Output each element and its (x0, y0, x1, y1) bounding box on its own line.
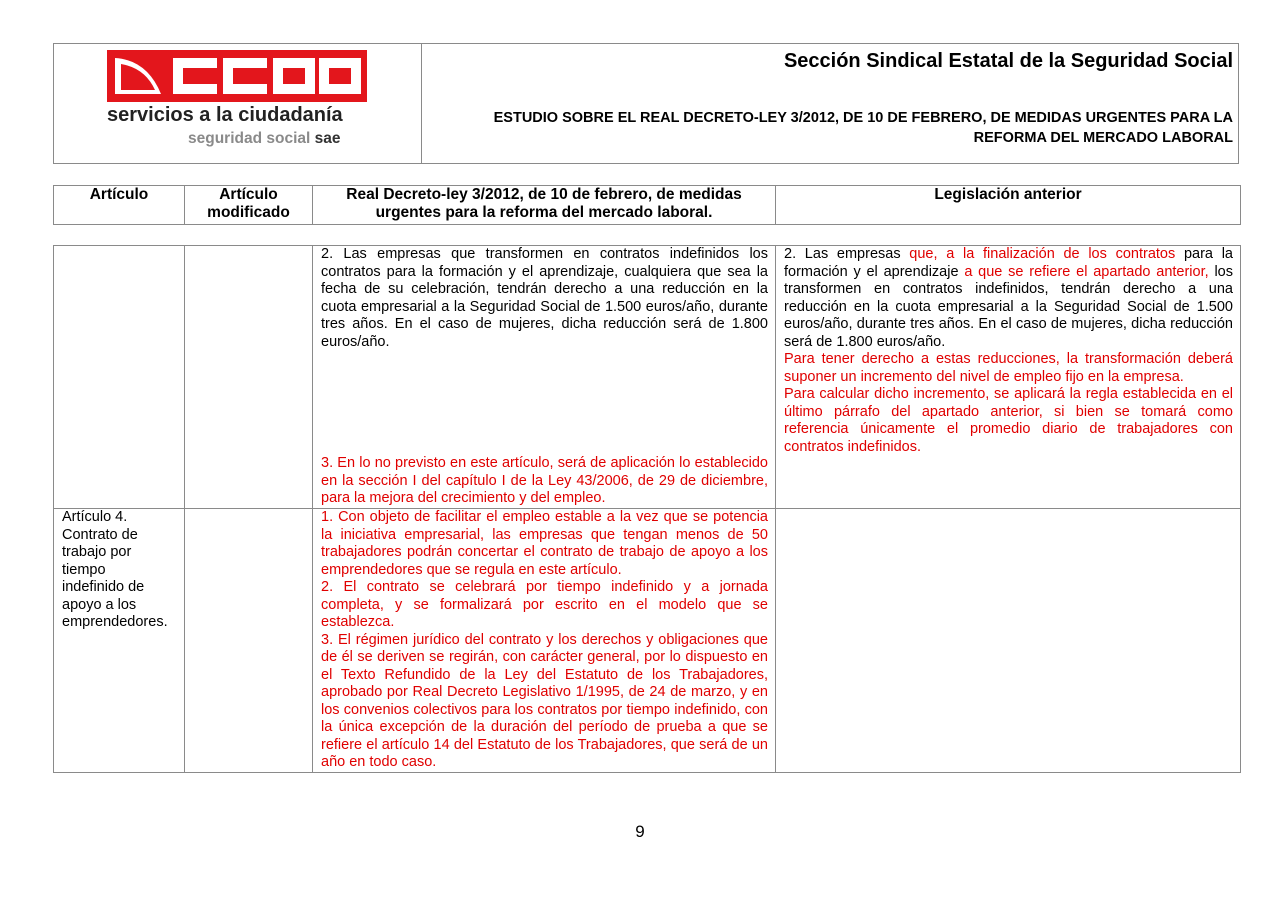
articulo-line: emprendedores. (62, 614, 168, 630)
articulo-line: Artículo 4. (62, 509, 128, 525)
articulo-line: tiempo (62, 561, 106, 578)
articulo-line: trabajo por (62, 544, 132, 560)
col-modificado-line1: Artículo (219, 186, 278, 203)
logo-subtagline-sae: sae (314, 130, 341, 147)
logo-tagline: servicios a la ciudadanía (107, 104, 343, 126)
anterior-paragraph (784, 246, 1233, 351)
column-header-table (53, 185, 1241, 225)
col-decreto-line1: Real Decreto-ley 3/2012, de 10 de febrero, de medidas (346, 186, 742, 203)
ccoo-logo-icon (107, 50, 367, 102)
anterior-text: para la formación y el aprendizaje (784, 246, 1233, 280)
document-subtitle-line1: ESTUDIO SOBRE EL REAL DECRETO-LEY 3/2012, DE 10 DE FEBRERO, DE MEDIDAS URGENTES PARA LA (493, 110, 1233, 126)
document-title: Sección Sindical Estatal de la Seguridad Social (783, 50, 1233, 72)
anterior-text-changed: a que se refiere el apartado anterior, (964, 263, 1209, 280)
logo-subtagline-text: seguridad social (188, 130, 315, 147)
decreto-paragraph-new: 1. Con objeto de facilitar el empleo estable a la vez que se potencia la iniciativa empresarial, las empresas que tengan menos de 50 trabajadores podrán concertar el contrato de trabajo de apoyo a los emprendedores que se regula en este artículo. (321, 509, 768, 578)
col-articulo-modificado (185, 186, 313, 225)
header-title-cell (422, 44, 1238, 163)
col-articulo: Artículo (54, 186, 185, 225)
table-row (54, 509, 1241, 773)
articulo-line: apoyo a los (62, 596, 137, 613)
cell-modificado (185, 246, 313, 509)
cell-decreto (313, 509, 776, 773)
cell-articulo (54, 246, 185, 509)
col-decreto-line2: urgentes para la reforma del mercado laboral. (375, 204, 713, 221)
comparison-table (53, 245, 1241, 773)
articulo-line: indefinido de (62, 579, 145, 595)
table-row (54, 246, 1241, 509)
decreto-paragraph: 2. Las empresas que transformen en contratos indefinidos los contratos para la formación y el aprendizaje, cualquiera que sea la fecha de su celebración, tendrán derecho a una reducción en la cuota empresarial a la Seguridad Social de 1.500 euros/año, durante tres años. En el caso de mujeres, dicha reducción será de 1.800 euros/año. (321, 246, 768, 350)
page-number: 9 (635, 822, 645, 841)
document-subtitle-line2: REFORMA DEL MERCADO LABORAL (973, 130, 1233, 146)
col-real-decreto (313, 186, 776, 225)
decreto-paragraph-new: 3. El régimen jurídico del contrato y los derechos y obligaciones que de él se deriven se regirán, con carácter general, por lo dispuesto en el Texto Refundido de la Ley del Estatuto de los Trabajadores, aprobado por Real Decreto Legislativo 1/1995, de 24 de marzo, y en los convenios colectivos para los contratos por tiempo indefinido, con la única excepción de la duración del período de prueba a que se refiere el artículo 14 del Estatuto de los Trabajadores, que será de un año en todo caso. (321, 631, 768, 770)
document-subtitle (433, 108, 1233, 148)
col-modificado-line2: modificado (207, 204, 290, 221)
cell-decreto (313, 246, 776, 509)
logo-subtagline (188, 130, 341, 148)
document-header (53, 43, 1239, 164)
anterior-text: los transformen en contratos indefinidos, tendrán derecho a una reducción en la cuota empresarial a la Seguridad Social de 1.500 euros/año, durante tres años. En el caso de mujeres, dicha reducción será de 1.800 euros/año. (784, 263, 1233, 350)
cell-anterior (776, 246, 1241, 509)
decreto-paragraph-new: 2. El contrato se celebrará por tiempo indefinido y a jornada completa, y se formalizará por escrito en el modelo que se establezca. (321, 579, 768, 630)
anterior-paragraph-changed: Para calcular dicho incremento, se aplicará la regla establecida en el último párrafo del apartado anterior, si bien se tomará como referencia únicamente el promedio diario de trabajadores con contratos indefinidos. (784, 386, 1233, 455)
cell-anterior (776, 509, 1241, 773)
col-legislacion-anterior: Legislación anterior (776, 186, 1241, 225)
anterior-paragraph-changed: Para tener derecho a estas reducciones, la transformación deberá suponer un incremento del nivel de empleo fijo en la empresa. (784, 351, 1233, 385)
anterior-text: 2. Las empresas (784, 246, 910, 262)
anterior-text-changed: que, a la finalización de los contratos (909, 246, 1176, 262)
decreto-paragraph-new: 3. En lo no previsto en este artículo, será de aplicación lo establecido en la sección I del capítulo I de la Ley 43/2006, de 29 de diciembre, para la mejora del crecimiento y del empleo. (321, 455, 768, 506)
cell-articulo (54, 509, 185, 773)
articulo-line: Contrato de (62, 526, 138, 543)
cell-modificado (185, 509, 313, 773)
logo-cell (54, 44, 422, 163)
